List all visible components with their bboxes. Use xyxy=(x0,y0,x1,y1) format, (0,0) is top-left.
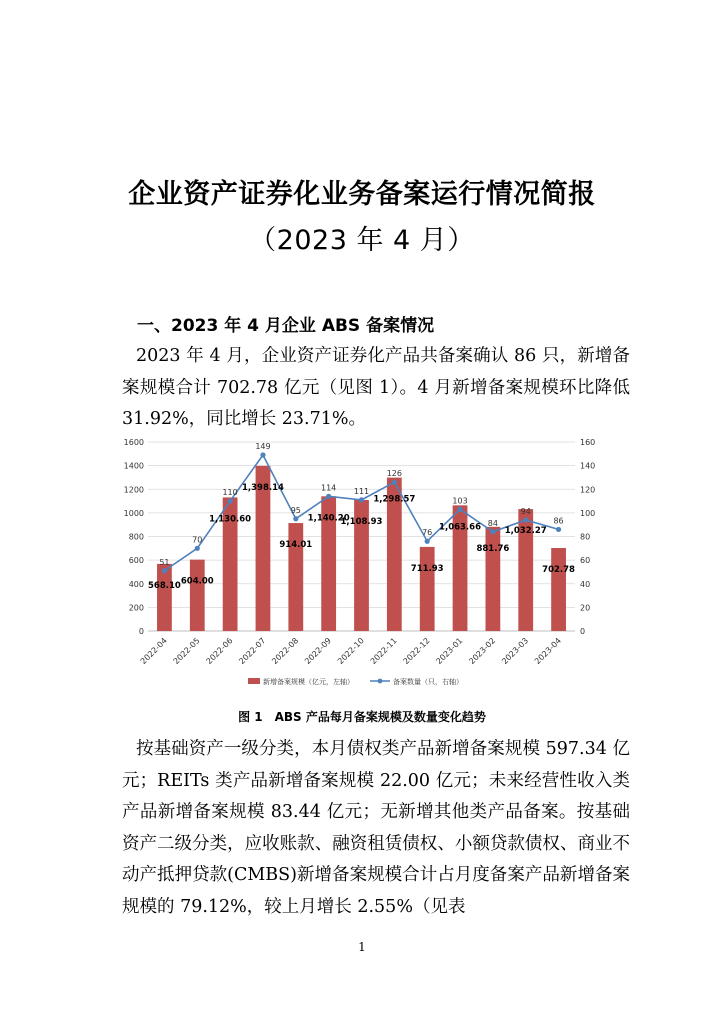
y-left-tick-label: 1600 xyxy=(123,438,144,447)
y-right-tick-label: 20 xyxy=(580,603,591,613)
bar-value-label: 881.76 xyxy=(476,543,510,554)
count-point-label: 110 xyxy=(222,488,238,498)
y-right-tick-label: 140 xyxy=(580,461,596,471)
count-point xyxy=(523,517,528,522)
bar-value-label: 711.93 xyxy=(410,563,444,574)
document-title: 企业资产证券化业务备案运行情况简报 xyxy=(128,179,596,210)
bar xyxy=(190,560,205,631)
count-point xyxy=(326,494,331,499)
y-right-tick-label: 80 xyxy=(580,532,591,542)
bar-value-label: 604.00 xyxy=(180,576,214,587)
count-point-label: 149 xyxy=(255,441,271,451)
document-subtitle-date: （2023 年 4 月） xyxy=(249,225,475,256)
bar-value-label: 1,130.60 xyxy=(209,514,252,525)
paragraph-summary: 2023 年 4 月，企业资产证券化产品共备案确认 86 只，新增备案规模合计 702.78 亿元（见图 1）。4 月新增备案规模环比降低 31.92%，同比增长 23.71%。 xyxy=(122,346,630,429)
bar-value-label: 1,108.93 xyxy=(340,517,383,528)
bar xyxy=(485,527,500,631)
count-point-label: 111 xyxy=(353,486,370,496)
x-tick-label: 2022-09 xyxy=(303,636,334,667)
bar-value-label: 1,063.66 xyxy=(439,522,482,533)
x-tick-label: 2022-04 xyxy=(138,636,169,667)
x-tick-label: 2023-03 xyxy=(500,636,531,667)
bar-value-label: 1,398.14 xyxy=(241,482,284,493)
x-tick-label: 2022-07 xyxy=(237,636,268,667)
y-left-tick-label: 200 xyxy=(128,603,144,613)
x-tick-label: 2023-02 xyxy=(467,636,498,667)
bar-value-label: 1,298.57 xyxy=(373,494,416,505)
count-point-label: 95 xyxy=(290,505,301,515)
y-left-tick-label: 400 xyxy=(128,579,144,589)
count-point xyxy=(359,497,364,502)
bar-value-label: 1,032.27 xyxy=(504,526,547,537)
count-point-label: 51 xyxy=(159,557,170,567)
paragraph-classification: 按基础资产一级分类，本月债权类产品新增备案规模 597.34 亿元；REITs 类产品新增备案规模 22.00 亿元；未来经营性收入类产品新增备案规模 83.44 亿元；无新增其他类产品备案。按基础资产二级分类，应收账款、融资租赁债权、小额贷款债权、商业不动产抵押贷款(CMBS)新增备案规模合计占月度备案产品新增备案规模的 79.12%，较上月增长 2.55%（见表 xyxy=(122,739,630,917)
y-left-tick-label: 1400 xyxy=(123,461,144,471)
count-point xyxy=(293,516,298,521)
count-point xyxy=(260,452,265,457)
figure-caption: 图 1 ABS 产品每月备案规模及数量变化趋势 xyxy=(238,710,486,724)
y-left-tick-label: 1000 xyxy=(123,508,144,518)
y-right-tick-label: 120 xyxy=(580,485,596,495)
count-point xyxy=(490,529,495,534)
count-point-label: 84 xyxy=(487,518,498,528)
bar-value-label: 1,140.20 xyxy=(307,513,350,524)
x-tick-label: 2022-05 xyxy=(171,636,202,667)
legend-bar-label: 新增备案规模（亿元，左轴） xyxy=(263,678,354,686)
count-point-label: 94 xyxy=(520,506,531,516)
count-point xyxy=(425,539,430,544)
count-point xyxy=(392,480,397,485)
count-point xyxy=(195,546,200,551)
y-left-tick-label: 0 xyxy=(138,627,144,636)
bar-value-label: 702.78 xyxy=(542,564,575,575)
count-point xyxy=(556,527,561,532)
count-point xyxy=(162,568,167,573)
abs-monthly-chart xyxy=(115,433,615,698)
bar xyxy=(420,547,435,631)
legend-line-marker xyxy=(378,679,383,684)
legend-line-label: 备案数量（只，右轴） xyxy=(393,678,463,686)
y-right-tick-label: 0 xyxy=(580,627,586,636)
count-point-label: 70 xyxy=(192,535,203,545)
count-point-label: 114 xyxy=(321,483,337,493)
x-tick-label: 2023-04 xyxy=(532,636,563,667)
y-right-tick-label: 40 xyxy=(580,579,591,589)
count-point-label: 86 xyxy=(553,516,564,526)
legend-bar-swatch xyxy=(248,678,260,684)
x-tick-label: 2022-08 xyxy=(270,636,301,667)
y-left-tick-label: 800 xyxy=(128,532,144,542)
y-left-tick-label: 600 xyxy=(128,556,144,566)
x-tick-label: 2022-10 xyxy=(335,636,366,667)
count-point-label: 76 xyxy=(422,528,433,538)
bar-value-label: 568.10 xyxy=(148,580,181,591)
x-tick-label: 2022-11 xyxy=(368,636,399,667)
count-point-label: 126 xyxy=(386,469,402,479)
y-right-tick-label: 160 xyxy=(580,438,596,447)
count-point-label: 103 xyxy=(452,496,468,506)
section-heading: 一、2023 年 4 月企业 ABS 备案情况 xyxy=(137,316,435,336)
y-left-tick-label: 1200 xyxy=(123,485,144,495)
count-point xyxy=(457,507,462,512)
x-tick-label: 2022-06 xyxy=(204,636,235,667)
bar-value-label: 914.01 xyxy=(279,540,313,551)
bar xyxy=(551,548,566,631)
y-right-tick-label: 100 xyxy=(580,508,596,518)
bar xyxy=(157,564,172,631)
count-point xyxy=(228,498,233,503)
x-tick-label: 2022-12 xyxy=(401,636,432,667)
x-tick-label: 2023-01 xyxy=(434,636,465,667)
y-right-tick-label: 60 xyxy=(580,556,591,566)
page-number: 1 xyxy=(358,940,366,954)
